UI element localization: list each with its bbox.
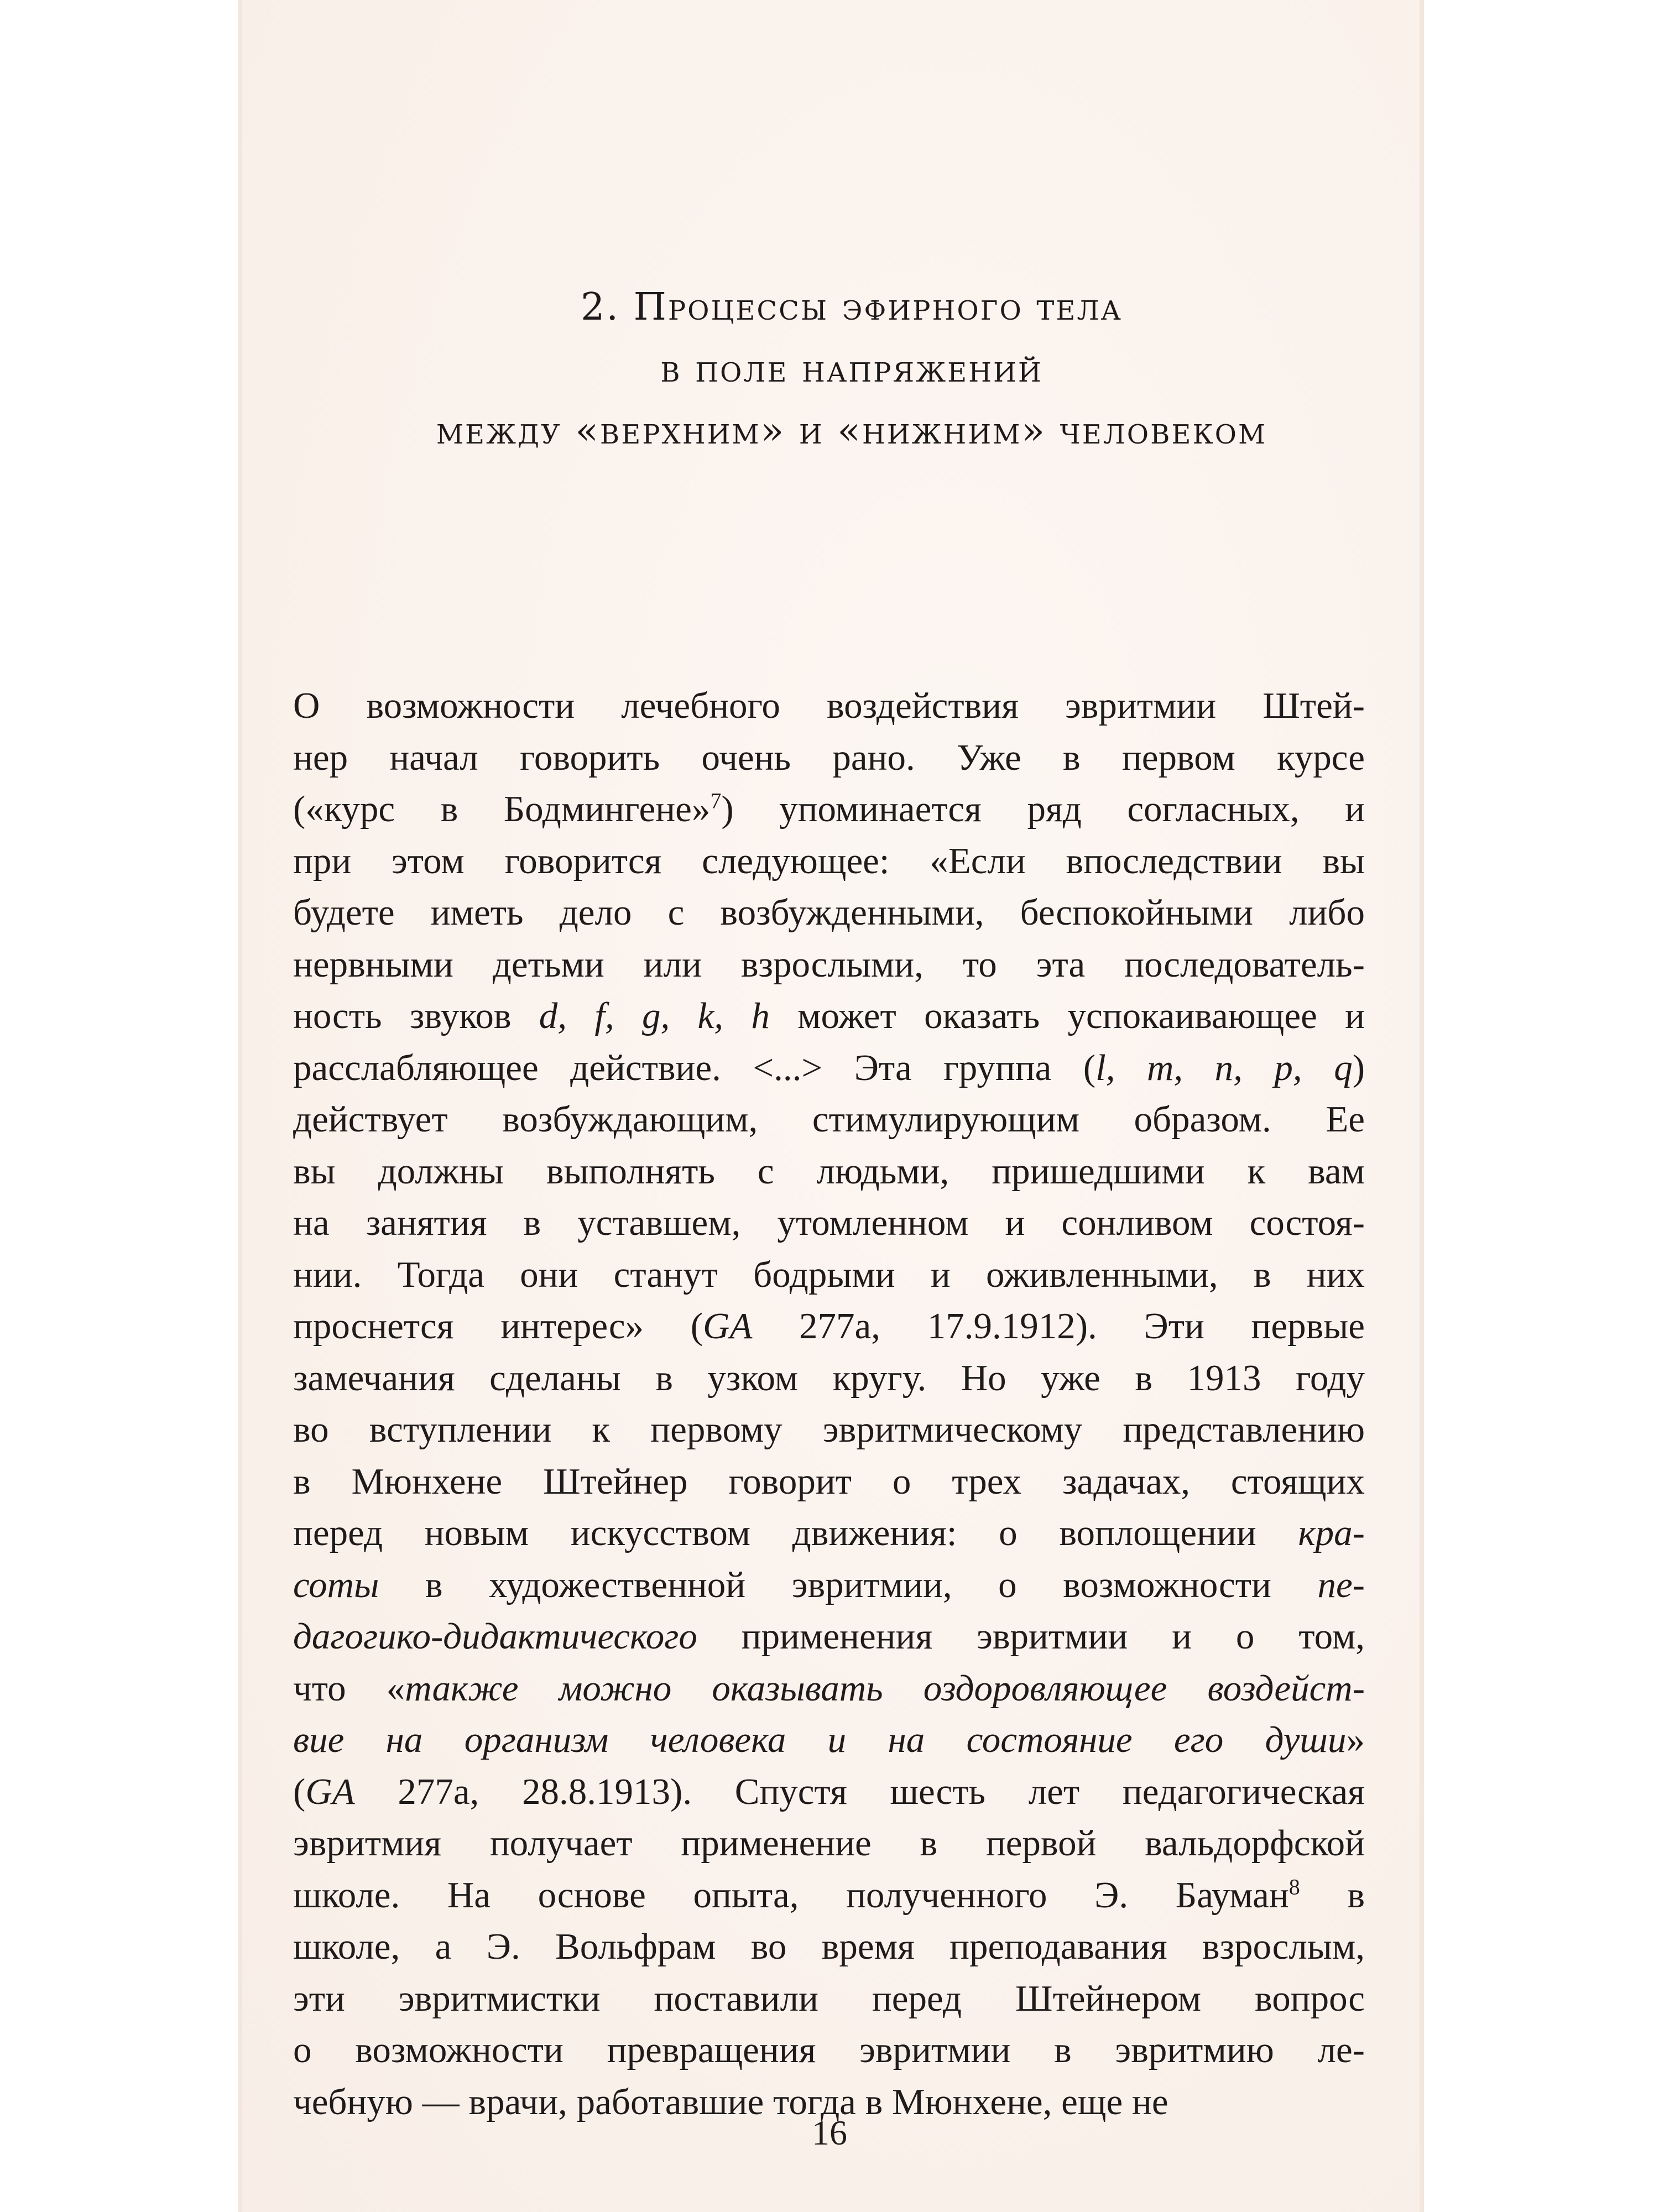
text-span: школе. На основе опыта, полученного Э. Бауман xyxy=(293,1874,1289,1916)
text-line xyxy=(293,939,1365,991)
text-line xyxy=(293,1611,1365,1663)
text-line xyxy=(293,1301,1365,1353)
text-span: в художественной эвритмии, о возможности xyxy=(379,1564,1318,1605)
text-span: нервными детьми или взрослыми, то эта последователь- xyxy=(293,943,1365,985)
text-span: 277a, 28.8.1913). Спустя шесть лет педагогическая xyxy=(354,1771,1365,1812)
text-line xyxy=(293,1353,1365,1405)
italic-span: пе- xyxy=(1317,1564,1365,1605)
text-line xyxy=(293,1663,1365,1715)
body-paragraph xyxy=(293,680,1365,2128)
text-line xyxy=(293,1042,1365,1094)
italic-span: d, f, g, k, h xyxy=(539,995,770,1036)
footnote-marker: 7 xyxy=(710,788,722,813)
text-span: в xyxy=(1300,1874,1365,1916)
italic-span: также можно оказывать оздоровляющее воздейст- xyxy=(405,1667,1365,1709)
text-line xyxy=(293,1818,1365,1870)
text-span: перед новым искусством движения: о воплощении xyxy=(293,1512,1298,1553)
text-span: » xyxy=(1346,1719,1365,1760)
text-span: ) упоминается ряд согласных, и xyxy=(721,789,1365,830)
text-span: эвритмия получает применение в первой вальдорфской xyxy=(293,1823,1365,1864)
text-span: эти эвритмистки поставили перед Штейнером вопрос xyxy=(293,1978,1365,2019)
text-span: чебную — врачи, работавшие тогда в Мюнхене, еще не xyxy=(293,2081,1168,2122)
text-line xyxy=(293,1404,1365,1456)
text-line xyxy=(293,836,1365,888)
text-line xyxy=(293,732,1365,784)
text-line xyxy=(293,990,1365,1042)
text-line xyxy=(293,680,1365,732)
text-span: нии. Тогда они станут бодрыми и оживленными, в них xyxy=(293,1254,1365,1295)
text-span: ) xyxy=(1352,1047,1365,1088)
text-span: о возможности превращения эвритмии в эвритмию ле- xyxy=(293,2030,1365,2070)
italic-span: GA xyxy=(703,1306,753,1347)
text-span: проснется интерес» ( xyxy=(293,1306,703,1347)
text-span: («курс в Бодмингене» xyxy=(293,789,711,830)
text-span: 277a, 17.9.1912). Эти первые xyxy=(752,1306,1365,1347)
text-span: что « xyxy=(293,1667,405,1709)
text-span: замечания сделаны в узком кругу. Но уже в 1913 году xyxy=(293,1357,1365,1399)
page-number: 16 xyxy=(812,2113,847,2152)
text-span: применения эвритмии и о том, xyxy=(697,1616,1365,1657)
text-span: школе, а Э. Вольфрам во время преподавания взрослым, xyxy=(293,1926,1365,1967)
heading-line: между «верхним» и «нижним» человеком xyxy=(436,409,1267,453)
text-line xyxy=(293,1921,1365,1973)
italic-span: дагогико-дидактического xyxy=(293,1616,697,1657)
text-line xyxy=(293,1559,1365,1611)
text-span: во вступлении к первому эвритмическому представлению xyxy=(293,1409,1365,1450)
text-line xyxy=(293,1249,1365,1301)
text-line xyxy=(293,1507,1365,1559)
italic-span: кра- xyxy=(1298,1512,1365,1553)
page-left-edge xyxy=(238,0,242,2212)
text-line xyxy=(293,1766,1365,1818)
text-line xyxy=(293,1973,1365,2025)
text-line xyxy=(293,1714,1365,1766)
text-span: при этом говорится следующее: «Если впоследствии вы xyxy=(293,840,1365,881)
text-line xyxy=(293,1870,1365,1922)
footnote-marker: 8 xyxy=(1288,1874,1300,1900)
text-span: О возможности лечебного воздействия эвритмии Штей- xyxy=(293,685,1365,726)
text-line xyxy=(293,2025,1365,2077)
text-line xyxy=(293,1456,1365,1508)
text-span: может оказать успокаивающее и xyxy=(769,995,1365,1036)
text-span: ность звуков xyxy=(293,995,539,1036)
italic-span: GA xyxy=(305,1771,355,1812)
text-line xyxy=(293,1094,1365,1146)
text-line xyxy=(293,1146,1365,1198)
text-span: будете иметь дело с возбужденными, беспокойными либо xyxy=(293,892,1365,933)
text-span: в Мюнхене Штейнер говорит о трех задачах, стоящих xyxy=(293,1460,1365,1502)
text-line xyxy=(293,1197,1365,1249)
italic-span: l, m, n, p, q xyxy=(1095,1047,1353,1088)
text-span: нер начал говорить очень рано. Уже в первом курсе xyxy=(293,737,1365,778)
text-span: ( xyxy=(293,1771,306,1812)
text-line xyxy=(293,784,1365,836)
chapter-heading xyxy=(276,276,1427,462)
text-span: действует возбуждающим, стимулирующим образом. Ее xyxy=(293,1099,1365,1140)
heading-line: 2. Процессы эфирного тела xyxy=(581,285,1123,329)
text-span: расслабляющее действие. <...> Эта группа ( xyxy=(293,1047,1096,1088)
heading-line: в поле напряжений xyxy=(660,347,1043,391)
text-span: вы должны выполнять с людьми, пришедшими к вам xyxy=(293,1150,1365,1192)
italic-span: вие на организм человека и на состояние его души xyxy=(293,1719,1347,1760)
text-line xyxy=(293,887,1365,939)
text-span: на занятия в уставшем, утомленном и сонливом состоя- xyxy=(293,1202,1365,1243)
italic-span: соты xyxy=(293,1564,379,1605)
